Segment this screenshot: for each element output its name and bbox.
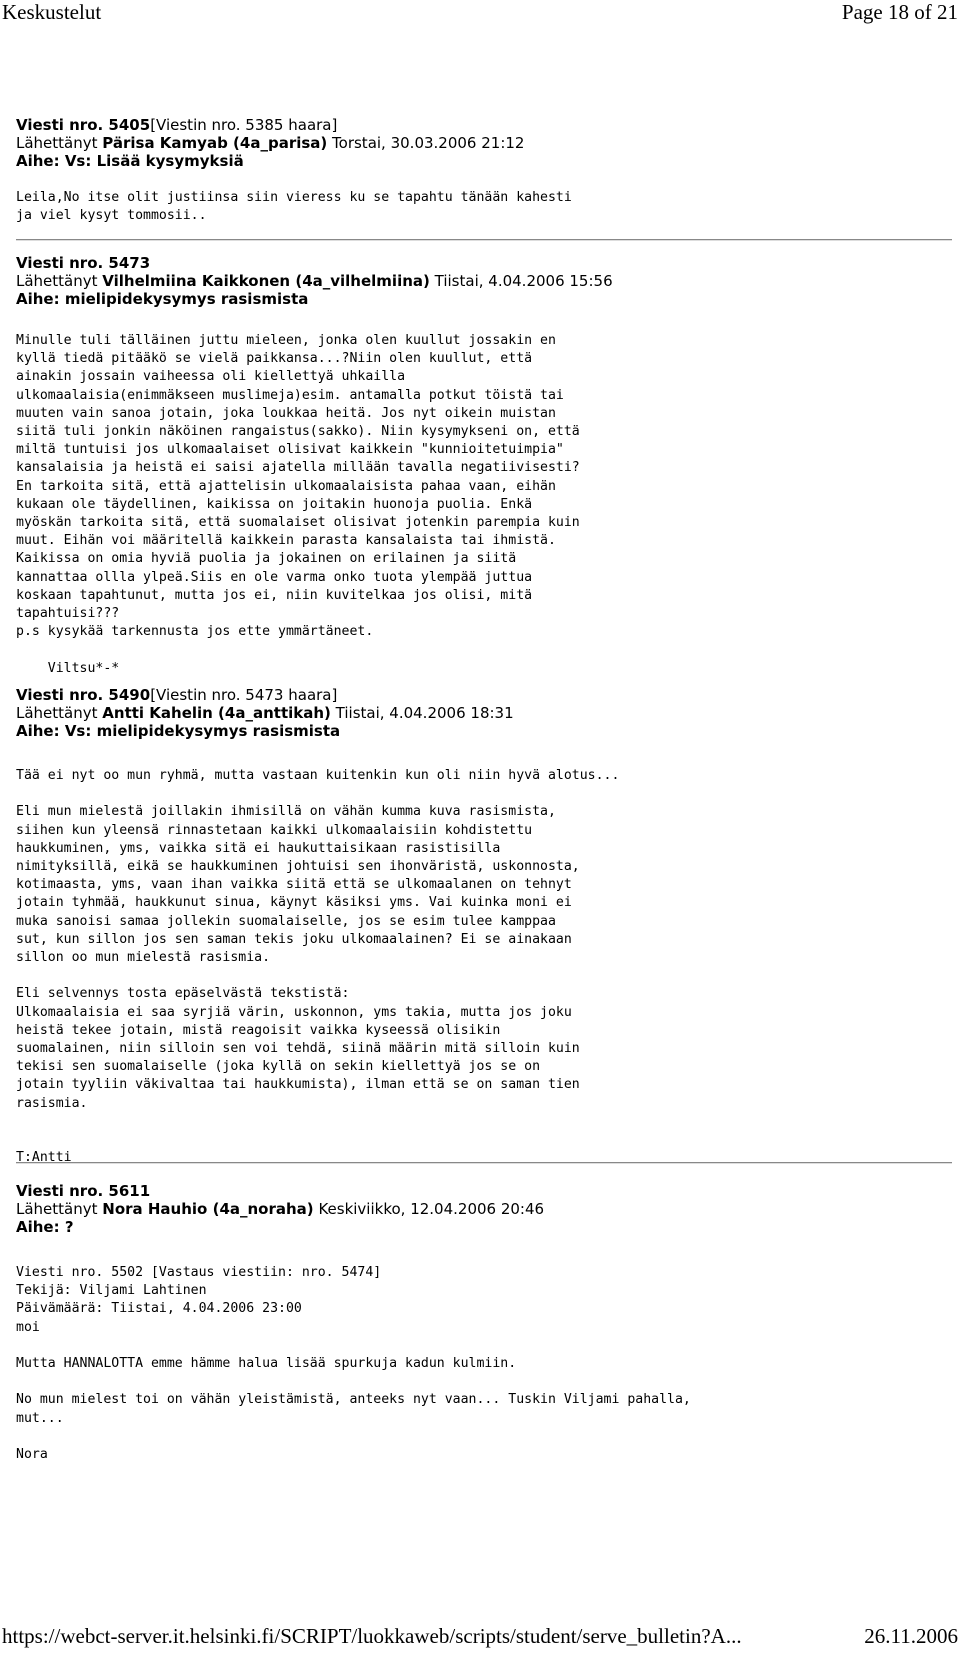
sent-label: Lähettänyt [16, 272, 103, 290]
message-body: Tää ei nyt oo mun ryhmä, mutta vastaan kuitenkin kun oli niin hyvä alotus... Eli mun mielestä joillakin ihmisillä on vähän kumma kuva rasismista, siihen kun yleensä rinnastetaan kaikki ulkomaalaisiin kohdistettu haukkuminen, yms, vaikka sitä ei haukuttaisikaan rasistisilla nimityksillä, eikä se haukkuminen johtuisi sen ihonväristä, uskonnosta, kotimaasta, yms, vaan ihan vaikka siitä että se ulkomaalanen on tehnyt jotain tyhmää, haukkunut sinua, käynyt käsiksi yms. Vai kuinka moni ei muka sanoisi samaa jollekin suomalaiselle, jos se esim tulee kamppaa sut, kun sillon jos sen saman tekis joku ulkomaalainen? Ei se ainakaan sillon oo mun mielestä rasismia. Eli selvennys tosta epäselvästä tekstistä: Ulkomaalaisia ei saa syrjiä värin, uskonnon, yms takia, mutta jos joku heistä tekee jotain, mistä reagoisit vaikka kyseessä olisikin suomalainen, niin silloin sen voi tehdä, siinä määrin mitä silloin kuin tekisi sen suomalaiselle (joka kyllä on sekin kiellettyä jos se on jotain tyyliin väkivaltaa tai haukkumista), ilman että se on saman tien rasismia. T:Antti [16, 768, 620, 1166]
message-body: Leila,No itse olit justiinsa siin vieress ku se tapahtu tänään kahesti ja viel kysyt tommosii.. [16, 190, 572, 224]
message-number[interactable]: Viesti nro. 5473 [16, 254, 151, 272]
message-number-line [16, 686, 944, 704]
message-number-line [16, 116, 944, 134]
message-5405 [16, 116, 944, 225]
sender-line [16, 704, 944, 722]
sent-label: Lähettänyt [16, 704, 103, 722]
subject: Aihe: Vs: Lisää kysymyksiä [16, 152, 244, 170]
post-date: Tiistai, 4.04.2006 18:31 [330, 704, 514, 722]
sender-line [16, 1200, 944, 1218]
footer-url[interactable]: https://webct-server.it.helsinki.fi/SCRIPT/luokkaweb/scripts/student/serve_bulletin?A... [2, 1624, 742, 1648]
sent-label: Lähettänyt [16, 134, 103, 152]
footer-date: 26.11.2006 [864, 1624, 958, 1648]
post-date: Keskiviikko, 12.04.2006 20:46 [313, 1200, 545, 1218]
message-number[interactable]: Viesti nro. 5490 [16, 686, 151, 704]
header-title: Keskustelut [2, 0, 102, 24]
subject: Aihe: Vs: mielipidekysymys rasismista [16, 722, 341, 740]
branch-link[interactable]: [Viestin nro. 5385 haara] [150, 116, 338, 134]
message-5490 [16, 686, 944, 1167]
message-number-line [16, 1182, 944, 1200]
subject-line [16, 290, 944, 308]
page-number: Page 18 of 21 [841, 0, 958, 24]
sent-label: Lähettänyt [16, 1200, 103, 1218]
message-body: Minulle tuli tälläinen juttu mieleen, jonka olen kuullut jossakin en kyllä tiedä pitääkö se vielä paikkansa...?Niin olen kuullut, että ainakin jossain vaiheessa oli kiellettyä uhkailla ulkomaalaisia(enimmäkseen muslimeja)esim. antamalla potkut töistä tai muuten vain sanoa jotain, joka loukkaa heitä. Jos nyt oikein muistan siitä tuli jonkin näköinen rangaistus(sakko). Niin kysymykseni on, että miltä tuntuisi jos ulkomaalaiset olisivat kaikkein "kunnioitetuimpia" kansalaisia ja heistä ei saisi ajatella millään tavalla negatiivisesti? En tarkoita sitä, että ajattelisin ulkomaalaisista pahaa vaan, eihän kukaan ole täydellinen, kaikissa on joitakin huonoja puolia. Enkä myöskän tarkoita sitä, että suomalaiset olisivat jotenkin parempia kuin muut. Eihän voi määritellä kaikkein parasta kansalaista tai ihmistä. Kaikissa on omia hyviä puolia ja jokainen on erilainen ja siitä kannattaa ollla ylpeä.Siis en ole varma onko tuota ylempää juttua koskaan tapahtunut, mutta jos ei, niin kuvitelkaa jos olisi, mitä tapahtuisi??? p.s kysykää tarkennusta jos ette ymmärtäneet. Viltsu*-* [16, 333, 580, 676]
message-divider [16, 1162, 952, 1164]
subject-line [16, 1218, 944, 1236]
author-name[interactable]: Pärisa Kamyab (4a_parisa) [102, 134, 328, 152]
subject: Aihe: ? [16, 1218, 74, 1236]
branch-link[interactable]: [Viestin nro. 5473 haara] [150, 686, 338, 704]
author-name[interactable]: Nora Hauhio (4a_noraha) [102, 1200, 314, 1218]
message-number[interactable]: Viesti nro. 5405 [16, 116, 151, 134]
message-number-line [16, 254, 944, 272]
message-number[interactable]: Viesti nro. 5611 [16, 1182, 151, 1200]
sender-line [16, 272, 944, 290]
subject: Aihe: mielipidekysymys rasismista [16, 290, 309, 308]
author-name[interactable]: Vilhelmiina Kaikkonen (4a_vilhelmiina) [102, 272, 430, 290]
message-5473 [16, 254, 944, 678]
message-divider [16, 239, 952, 241]
post-date: Tiistai, 4.04.2006 15:56 [429, 272, 613, 290]
subject-line [16, 152, 944, 170]
sender-line [16, 134, 944, 152]
message-5611 [16, 1182, 944, 1464]
author-name[interactable]: Antti Kahelin (4a_anttikah) [102, 704, 331, 722]
message-body: Viesti nro. 5502 [Vastaus viestiin: nro. 5474] Tekijä: Viljami Lahtinen Päivämäärä: Tiistai, 4.04.2006 23:00 moi Mutta HANNALOTTA emme hämme halua lisää spurkuja kadun kulmiin. No mun mielest toi on vähän yleistämistä, anteeks nyt vaan... Tuskin Viljami pahalla, mut... Nora [16, 1265, 691, 1463]
post-date: Torstai, 30.03.2006 21:12 [327, 134, 525, 152]
subject-line [16, 722, 944, 740]
